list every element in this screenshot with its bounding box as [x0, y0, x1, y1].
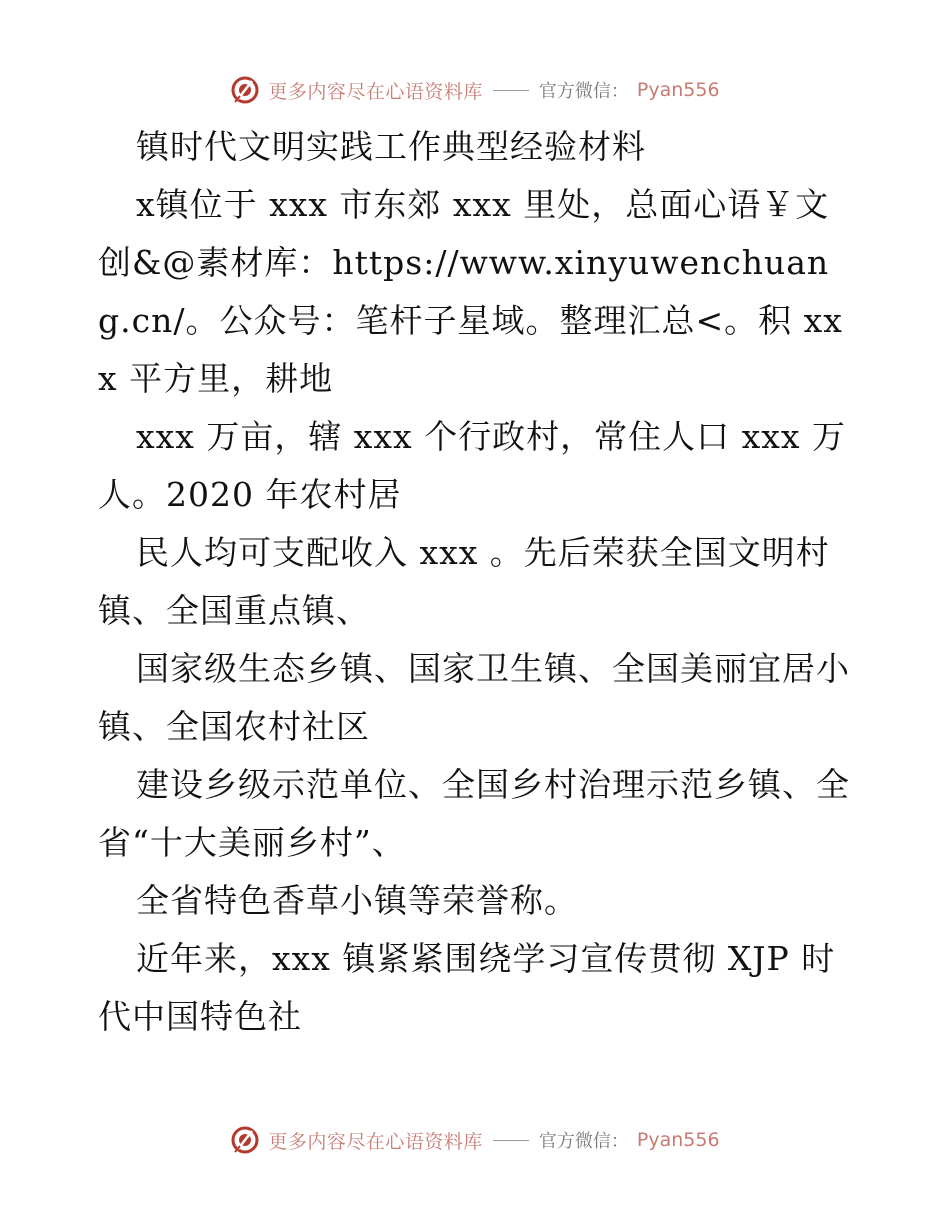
banner-inner	[230, 75, 719, 105]
banner-wechat-label: 官方微信：	[538, 81, 629, 102]
banner-separator	[493, 90, 529, 91]
paragraph: 建设乡级示范单位、全国乡村治理示范乡镇、全省“十大美丽乡村”、	[98, 765, 850, 862]
paragraph: 全省特色香草小镇等荣誉称。	[136, 881, 578, 920]
footer-watermark-banner	[0, 1120, 950, 1160]
paragraph: x镇位于 xxx 市东郊 xxx 里处，总面心语￥文创&@素材库：https://www.xinyuwenchuang.cn/。公众号：笔杆子星域。整理汇总<。积 xxx 平方里，耕地	[98, 185, 843, 398]
banner-wechat-label: 官方微信：	[538, 1131, 629, 1152]
paragraph: 国家级生态乡镇、国家卫生镇、全国美丽宜居小镇、全国农村社区	[98, 649, 850, 746]
pen-logo-icon	[230, 1125, 260, 1155]
banner-text: 更多内容尽在心语资料库	[268, 80, 483, 103]
banner-wechat-id: Pyan556	[636, 1129, 720, 1151]
banner-inner	[230, 1125, 719, 1155]
pen-logo-icon	[230, 75, 260, 105]
banner-text: 更多内容尽在心语资料库	[268, 1130, 483, 1153]
banner-wechat-id: Pyan556	[636, 79, 720, 101]
banner-separator	[493, 1140, 529, 1141]
paragraph: 民人均可支配收入 xxx 。先后荣获全国文明村镇、全国重点镇、	[98, 533, 830, 630]
paragraph: xxx 万亩，辖 xxx 个行政村，常住人口 xxx 万人。2020 年农村居	[98, 417, 846, 514]
paragraph: 近年来，xxx 镇紧紧围绕学习宣传贯彻 XJP 时代中国特色社	[98, 939, 836, 1036]
header-watermark-banner	[0, 70, 950, 110]
document-title: 镇时代文明实践工作典型经验材料	[136, 127, 646, 166]
document-body	[98, 118, 858, 1046]
